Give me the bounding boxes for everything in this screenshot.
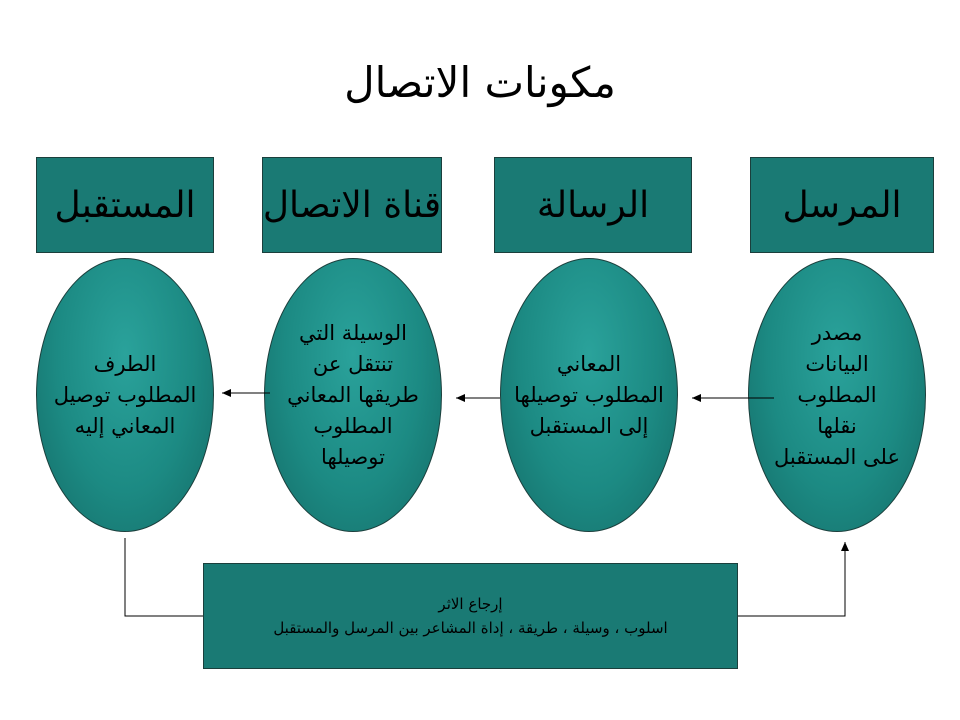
message-desc-line: إلى المستقبل bbox=[529, 413, 649, 438]
channel-desc-line: طريقها المعاني bbox=[287, 382, 419, 407]
sender-desc-line: مصدر bbox=[811, 320, 863, 345]
receiver-desc-line: المعاني إليه bbox=[74, 413, 176, 438]
message-label: الرسالة bbox=[536, 184, 650, 226]
sender-label: المرسل bbox=[782, 184, 902, 226]
message-desc-line: المعاني bbox=[556, 351, 622, 376]
sender-desc-line: المطلوب bbox=[797, 382, 877, 407]
feedback-arrow-to-sender bbox=[738, 542, 845, 616]
sender-desc-line: البيانات bbox=[805, 351, 869, 376]
channel-label: قناة الاتصال bbox=[262, 184, 442, 226]
diagram-title: مكونات الاتصال bbox=[344, 58, 616, 107]
feedback-line-from-receiver bbox=[125, 538, 203, 616]
channel-desc-line: الوسيلة التي bbox=[299, 320, 407, 345]
feedback-heading: إرجاع الاثر bbox=[438, 595, 503, 613]
receiver-desc-line: المطلوب توصيل bbox=[53, 382, 197, 407]
channel-desc-line: توصيلها bbox=[321, 444, 385, 469]
receiver-label: المستقبل bbox=[54, 184, 196, 226]
sender-desc-line: نقلها bbox=[817, 413, 857, 438]
feedback-text: اسلوب ، وسيلة ، طريقة ، إداة المشاعر بين المرسل والمستقبل bbox=[273, 619, 668, 637]
receiver-desc-line: الطرف bbox=[93, 351, 157, 376]
feedback-box bbox=[203, 563, 738, 669]
sender-desc-line: على المستقبل bbox=[774, 444, 900, 469]
channel-desc-line: المطلوب bbox=[313, 413, 393, 438]
channel-desc-line: تنتقل عن bbox=[312, 351, 394, 376]
message-desc-line: المطلوب توصيلها bbox=[514, 382, 664, 407]
